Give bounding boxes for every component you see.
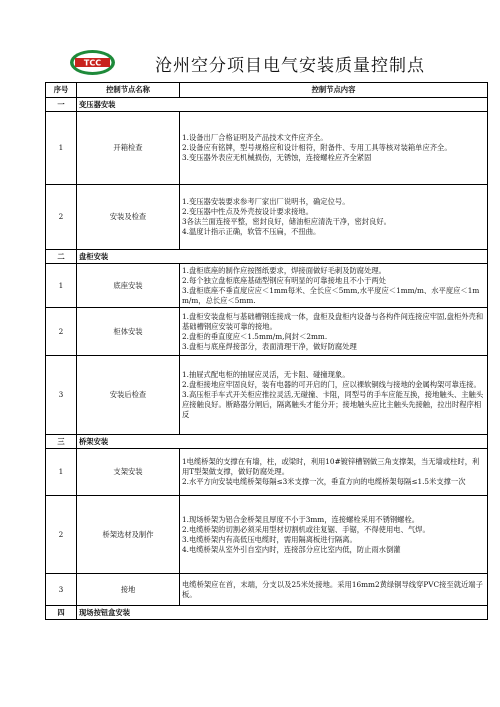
content-line: 2.每个独立盘柜底座基础型钢应有明显的可靠接地且不小于两处 [182, 275, 386, 285]
content-line: 3各法兰面连接平整，密封良好，储油柜应清洗干净，密封良好。 [182, 217, 391, 226]
row-number: 3 [46, 356, 77, 435]
table-body [46, 98, 488, 620]
quality-control-table [45, 82, 488, 620]
content-line: 3.电缆桥架内有高低压电缆时，需用隔离板进行隔离。 [182, 534, 357, 544]
control-node-content [180, 185, 488, 250]
company-logo [69, 49, 116, 76]
content-line: 2.盘柜的垂直度应＜1.5mm/m,间封＜2mm. [182, 331, 328, 341]
table-row [46, 449, 488, 496]
table-row [46, 112, 488, 185]
control-node-name: 开箱检查 [77, 112, 180, 185]
column-header-no: 序号 [46, 83, 77, 98]
table-row [46, 574, 488, 606]
table-row [46, 356, 488, 435]
section-row [46, 250, 488, 264]
content-line: 2.电缆桥架的切割必须采用型材切割机或往复锯、手锯，不得使用电、气焊。 [182, 524, 430, 534]
content-line: 2.盘柜接地应牢固良好，装有电器的可开启的门，应以裸软铜线与接地的金属构架可靠连接。 [182, 380, 481, 389]
control-node-content [180, 264, 488, 308]
section-title: 变压器安装 [77, 98, 488, 112]
control-node-name: 支架安装 [77, 449, 180, 496]
section-number: 二 [46, 250, 77, 264]
section-row [46, 606, 488, 620]
logo-text: TCC [83, 58, 102, 68]
content-line: 2.设备应有铭牌，型号规格应和设计相符，附备件、专用工具等核对装箱单应齐全。 [182, 143, 452, 152]
content-line: 电缆桥架应在首，末端，分支以及25米处接地。采用16mm2黄绿铜导线穿PVC接至就近端子板。 [182, 579, 483, 599]
column-header-node: 控制节点名称 [77, 83, 180, 98]
content-line: 3.盘柜与底座焊接部分，表面清理干净，做好防腐处理 [182, 341, 357, 351]
row-number: 2 [46, 185, 77, 250]
control-node-name: 安装后检查 [77, 356, 180, 435]
content-line: 1.盘柜安装盘柜与基础槽钢连接成一体，盘柜及盘柜内设备与各构件间连接应牢固,盘柜外壳和基础槽钢应安装可靠的接地。 [182, 311, 484, 331]
section-title: 现场按钮盒安装 [77, 606, 488, 620]
table-row [46, 308, 488, 356]
content-line: 1.设备出厂合格证明及产品技术文件应齐全。 [182, 133, 328, 142]
control-node-content [180, 112, 488, 185]
content-line: 1.抽屉式配电柜的抽屉应灵活，无卡阻、碰撞现象。 [182, 370, 350, 379]
section-number: 一 [46, 98, 77, 112]
content-line: 3.变压器外表应无机械损伤，无锈蚀，连接螺栓应齐全紧固 [182, 153, 372, 162]
row-number: 2 [46, 496, 77, 574]
table-header-row [46, 83, 488, 98]
content-line: 2.水平方向安装电缆桥架每隔≤3米支撑一次，垂直方向的电缆桥架每隔≤1.5米支撑一次 [182, 477, 466, 486]
control-node-content [180, 356, 488, 435]
table-row [46, 496, 488, 574]
section-number: 四 [46, 606, 77, 620]
document-header [45, 45, 487, 82]
control-node-name: 桥架选材及制作 [77, 496, 180, 574]
logo-emblem-icon [69, 49, 116, 76]
content-line: 3.高压柜手车式开关柜应推拉灵活,无碰撞、卡阻，同型号的手车应能互换，接地触头、主触头应接触良好。断路器分闸后，隔离触头才能分开；接地触头应比主触头先接触，拉出时程序相反 [182, 390, 484, 419]
section-row [46, 98, 488, 112]
section-title: 盘柜安装 [77, 250, 488, 264]
content-line: 1电缆桥架的支撑在有墙，柱，或梁时，利用10#镀锌槽钢做三角支撑架，当无墙或柱时，利用T型架做支撑，做好防腐处理。 [182, 457, 480, 476]
row-number: 1 [46, 264, 77, 308]
row-number: 1 [46, 112, 77, 185]
content-line: 2.变压器中性点及外壳按设计要求接地。 [182, 207, 314, 216]
section-title: 桥架安装 [77, 435, 488, 449]
control-node-name: 底座安装 [77, 264, 180, 308]
control-node-content [180, 496, 488, 574]
table-row [46, 185, 488, 250]
content-line: 1.现场桥架为铝合金桥架且厚度不小于3mm，连接螺栓采用不锈钢螺栓。 [182, 514, 420, 524]
content-line: 4.温度计指示正确，软管不压扁，不扭曲。 [182, 227, 321, 236]
row-number: 2 [46, 308, 77, 356]
section-number: 三 [46, 435, 77, 449]
content-line: 1.变压器安装要求参考厂家出厂说明书，确定位号。 [182, 197, 350, 206]
control-node-content [180, 308, 488, 356]
control-node-name: 安装及检查 [77, 185, 180, 250]
column-header-content: 控制节点内容 [180, 83, 488, 98]
table-row [46, 264, 488, 308]
page-title: 沧州空分项目电气安装质量控制点 [155, 56, 425, 76]
control-node-name: 柜体安装 [77, 308, 180, 356]
control-node-content [180, 574, 488, 606]
row-number: 3 [46, 574, 77, 606]
content-line: 4.电缆桥架从室外引自室内时，连接部分应比室内低，防止雨水倒灌 [182, 544, 401, 554]
control-node-content [180, 449, 488, 496]
content-line: 3.盘柜底座不垂直度应应＜1mm每米、全长应＜5mm,水平度应＜1mm/m、水平度应＜1mm/m，总长应＜5mm. [182, 285, 480, 305]
content-line: 1.盘柜底座的制作应按图纸要求，焊接面做好毛刺及防腐处理。 [182, 265, 386, 275]
section-row [46, 435, 488, 449]
row-number: 1 [46, 449, 77, 496]
control-node-name: 接地 [77, 574, 180, 606]
